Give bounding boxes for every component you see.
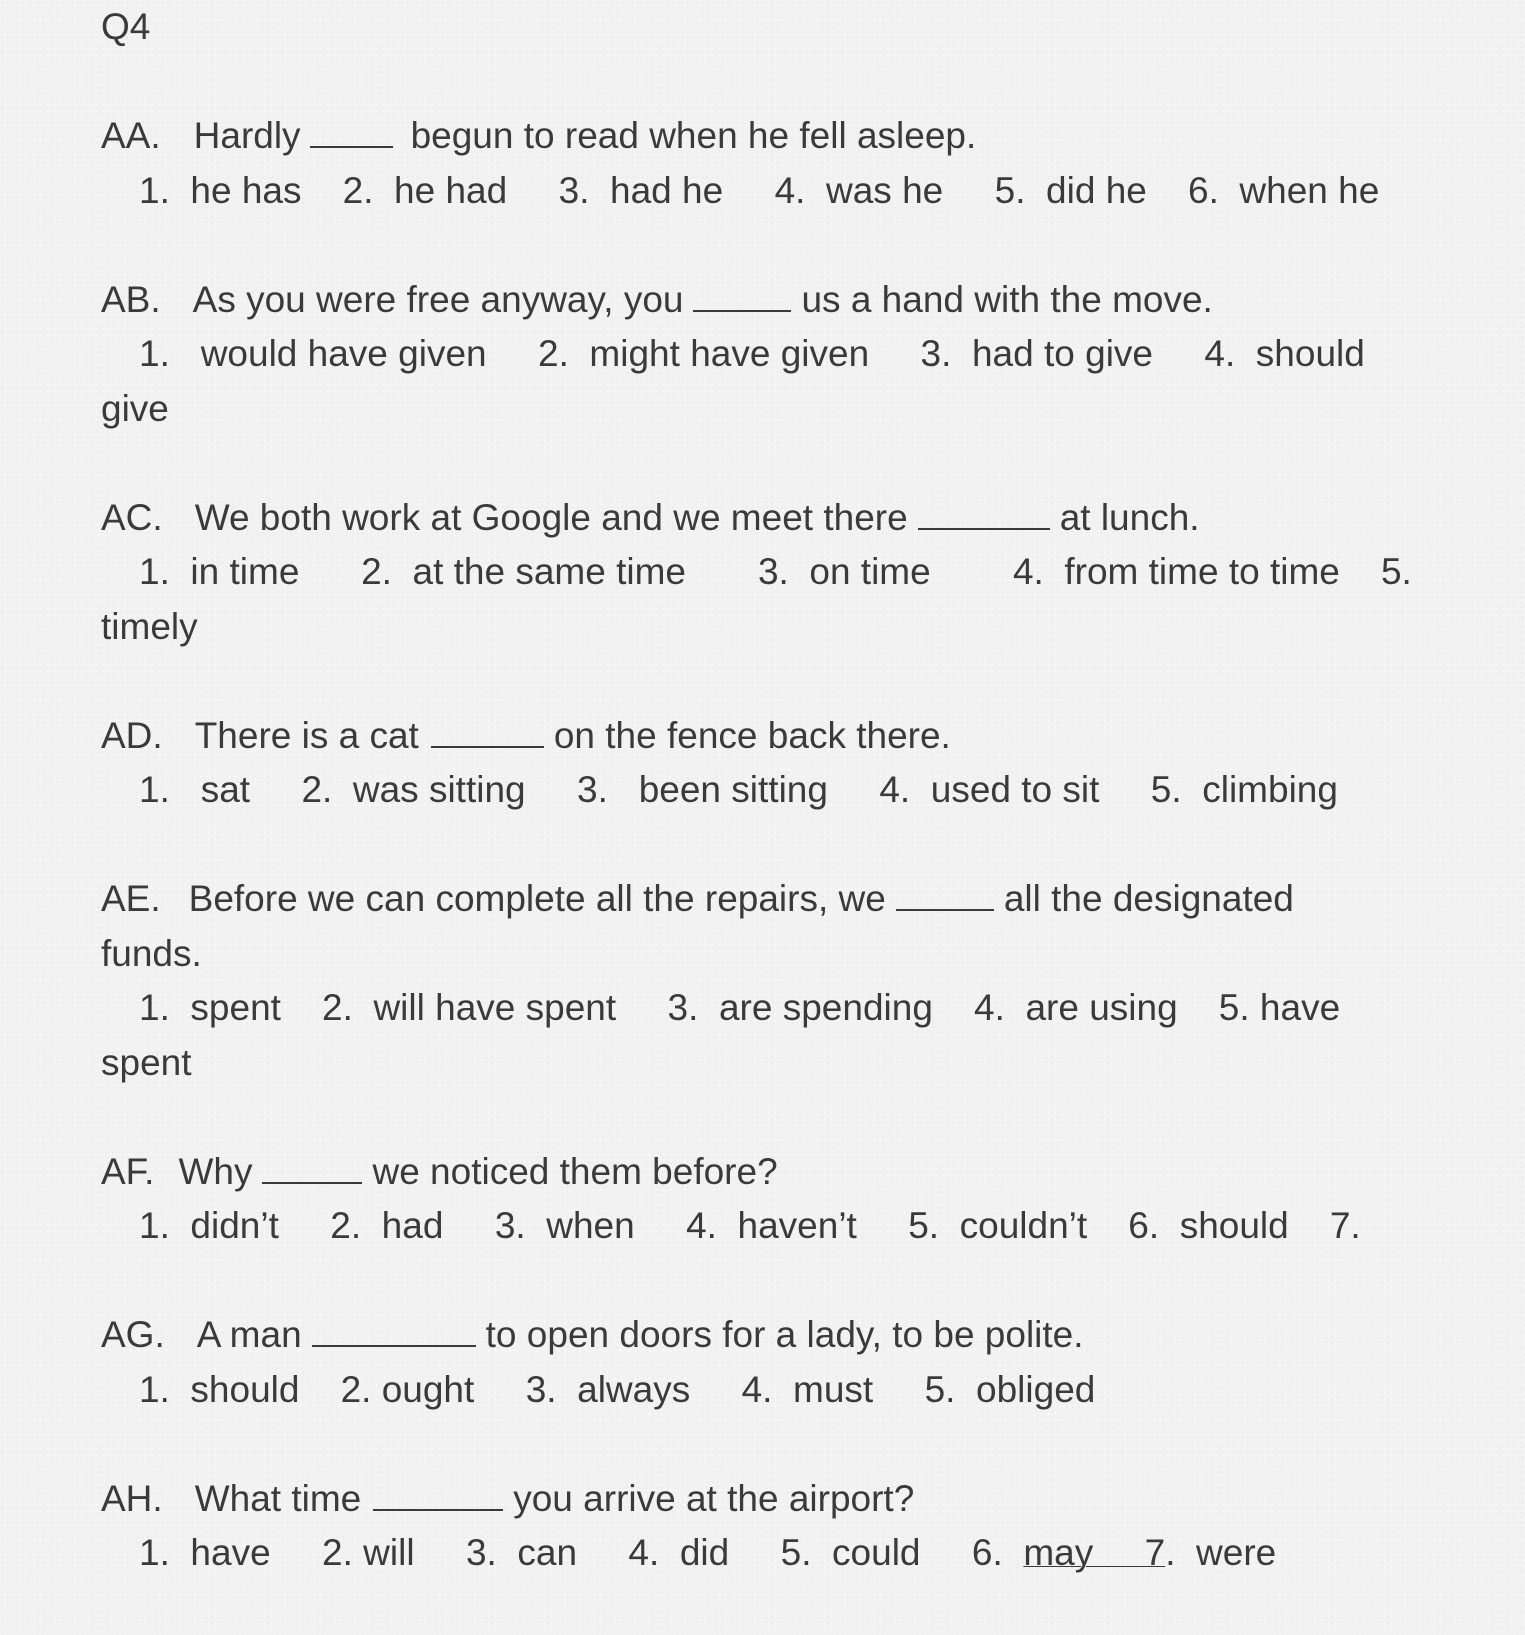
answer-options: 1. in time 2. at the same time 3. on time 4. from time to time 5. — [139, 551, 1412, 592]
question-id: AF. — [101, 1150, 155, 1192]
question-id: AB. — [101, 278, 161, 320]
question-ah — [101, 1472, 1525, 1581]
question-af — [101, 1145, 1525, 1254]
question-text-after: at lunch. — [1059, 496, 1200, 538]
answer-blank — [373, 1481, 503, 1511]
answer-blank — [262, 1154, 362, 1184]
question-id: AE. — [101, 878, 161, 919]
answer-blank — [431, 718, 544, 748]
page-title: Q4 — [101, 6, 151, 47]
spacer — [101, 55, 1525, 110]
question-ad — [101, 709, 1525, 818]
answer-options: 1. should 2. ought 3. always 4. must 5. obliged — [139, 1368, 1096, 1410]
question-ab — [101, 273, 1525, 437]
question-text-after: to open doors for a lady, to be polite. — [485, 1314, 1084, 1355]
question-text-before: Before we can complete all the repairs, we — [188, 878, 886, 919]
answer-blank — [693, 282, 791, 312]
underlined-option: may 7 — [1023, 1532, 1166, 1573]
question-ae — [101, 872, 1525, 1090]
answer-options-tail: . were — [1165, 1532, 1277, 1573]
question-text-before: A man — [196, 1314, 302, 1355]
question-text-before: What time — [194, 1477, 362, 1519]
question-ag — [101, 1308, 1525, 1417]
question-aa — [101, 109, 1525, 218]
question-text-before: As you were free anyway, you — [192, 278, 684, 320]
question-stem — [101, 1308, 1525, 1363]
question-ac — [101, 491, 1525, 655]
question-id: AD. — [101, 714, 163, 756]
question-id: AC. — [101, 496, 163, 538]
question-text-after: us a hand with the move. — [801, 278, 1213, 320]
answer-options-continued: give — [101, 387, 169, 429]
answer-options: 1. he has 2. he had 3. had he 4. was he 5. did he 6. when he — [139, 169, 1380, 211]
question-text-before: There is a cat — [194, 714, 419, 756]
answer-blank — [310, 118, 393, 148]
answer-options: 1. didn’t 2. had 3. when 4. haven’t 5. couldn’t 6. should 7. — [139, 1205, 1361, 1246]
question-text-before: Hardly — [193, 115, 301, 156]
answer-options: 1. spent 2. will have spent 3. are spending 4. are using 5. have — [139, 987, 1341, 1028]
question-text-after: you arrive at the airport? — [513, 1477, 915, 1519]
question-text-after: on the fence back there. — [553, 714, 951, 756]
question-text-after: we noticed them before? — [372, 1150, 778, 1192]
answer-options: 1. would have given 2. might have given 3. had to give 4. should — [139, 333, 1365, 374]
question-id: AA. — [101, 115, 161, 156]
question-stem — [101, 1145, 1525, 1200]
question-stem — [101, 709, 1525, 764]
question-stem — [101, 273, 1525, 328]
answer-options — [101, 1526, 1525, 1581]
answer-blank — [918, 500, 1050, 530]
question-text-after: begun to read when he fell asleep. — [410, 115, 977, 156]
question-text-after: all the designated — [1003, 878, 1294, 919]
answer-options-continued: timely — [101, 605, 198, 647]
question-stem — [101, 872, 1525, 927]
question-text-before: Why — [178, 1150, 253, 1192]
answer-options-continued: spent — [101, 1041, 192, 1083]
answer-options: 1. sat 2. was sitting 3. been sitting 4. used to sit 5. climbing — [139, 769, 1338, 810]
question-id: AG. — [101, 1314, 165, 1355]
question-stem — [101, 491, 1525, 546]
question-text-continued: funds. — [101, 932, 202, 974]
answer-blank — [896, 881, 994, 911]
question-text-before: We both work at Google and we meet there — [194, 496, 908, 538]
question-stem — [101, 109, 1525, 164]
answer-blank — [312, 1317, 476, 1347]
question-id: AH. — [101, 1477, 163, 1519]
answer-options-text: 1. have 2. will 3. can 4. did 5. could 6. — [139, 1532, 1024, 1573]
question-stem — [101, 1472, 1525, 1527]
